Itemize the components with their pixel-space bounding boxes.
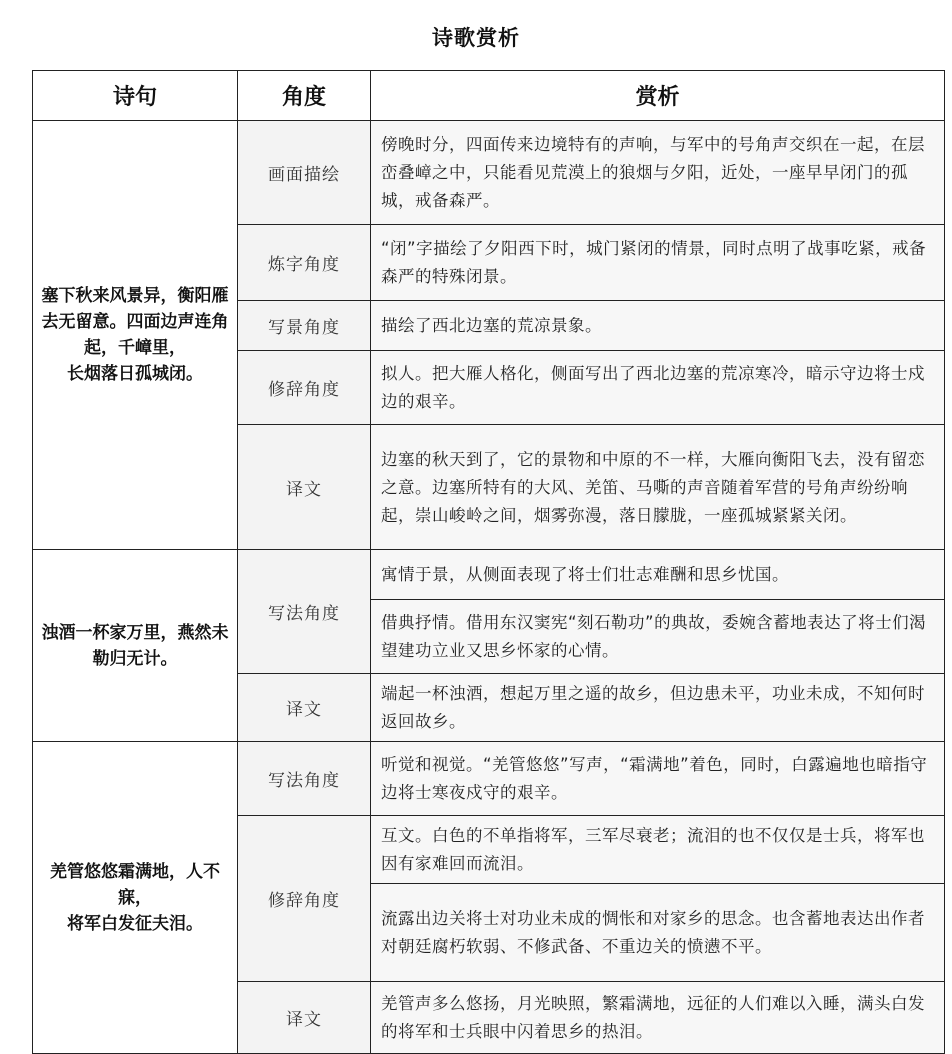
- angle-cell: 写景角度: [238, 301, 371, 351]
- poem-cell: [33, 742, 238, 1054]
- angle-cell: 画面描绘: [238, 121, 371, 225]
- angle-cell: 写法角度: [238, 742, 371, 816]
- table-row: [33, 550, 945, 600]
- analysis-cell: 寓情于景，从侧面表现了将士们壮志难酬和思乡忧国。: [371, 550, 945, 600]
- angle-cell: 译文: [238, 425, 371, 550]
- poem-cell: [33, 121, 238, 550]
- angle-cell: 修辞角度: [238, 351, 371, 425]
- poem-text: 塞下秋来风景异，衡阳雁去无留意。四面边声连角起，千嶂里， 长烟落日孤城闭。: [41, 286, 229, 384]
- analysis-cell: 边塞的秋天到了，它的景物和中原的不一样，大雁向衡阳飞去，没有留恋之意。边塞所特有的大风、羌笛、马嘶的声音随着军营的号角声纷纷响起，崇山峻岭之间，烟雾弥漫，落日朦胧，一座孤城紧紧关闭。: [371, 425, 945, 550]
- poem-cell: [33, 550, 238, 742]
- angle-cell: 炼字角度: [238, 225, 371, 301]
- analysis-cell: 傍晚时分，四面传来边境特有的声响，与军中的号角声交织在一起，在层峦叠嶂之中，只能看见荒漠上的狼烟与夕阳，近处，一座早早闭门的孤城，戒备森严。: [371, 121, 945, 225]
- table-row: [33, 742, 945, 816]
- analysis-cell: 描绘了西北边塞的荒凉景象。: [371, 301, 945, 351]
- header-poem: 诗句: [33, 71, 238, 121]
- analysis-cell: 端起一杯浊酒，想起万里之遥的故乡，但边患未平，功业未成，不知何时返回故乡。: [371, 674, 945, 742]
- angle-cell: 写法角度: [238, 550, 371, 674]
- analysis-cell: 互文。白色的不单指将军，三军尽衰老；流泪的也不仅仅是士兵，将军也因有家难回而流泪。: [371, 816, 945, 884]
- analysis-cell: “闭”字描绘了夕阳西下时，城门紧闭的情景，同时点明了战事吃紧，戒备森严的特殊闭景。: [371, 225, 945, 301]
- angle-cell: 译文: [238, 982, 371, 1054]
- page-title: 诗歌赏析: [432, 26, 520, 50]
- angle-cell: 修辞角度: [238, 816, 371, 982]
- header-analysis: 赏析: [371, 71, 945, 121]
- analysis-cell: 羌管声多么悠扬，月光映照，繁霜满地，远征的人们难以入睡，满头白发的将军和士兵眼中闪着思乡的热泪。: [371, 982, 945, 1054]
- analysis-table: [32, 70, 945, 1054]
- analysis-cell: 借典抒情。借用东汉窦宪“刻石勒功”的典故，委婉含蓄地表达了将士们渴望建功立业又思乡怀家的心情。: [371, 600, 945, 674]
- angle-cell: 译文: [238, 674, 371, 742]
- analysis-cell: 拟人。把大雁人格化，侧面写出了西北边塞的荒凉寒冷，暗示守边将士戍边的艰辛。: [371, 351, 945, 425]
- poem-text: 羌管悠悠霜满地，人不寐， 将军白发征夫泪。: [50, 861, 220, 934]
- analysis-cell: 流露出边关将士对功业未成的惆怅和对家乡的思念。也含蓄地表达出作者对朝廷腐朽软弱、不修武备、不重边关的愤懑不平。: [371, 884, 945, 982]
- table-header-row: [33, 71, 945, 121]
- header-angle: 角度: [238, 71, 371, 121]
- table-row: [33, 121, 945, 225]
- analysis-cell: 听觉和视觉。“羌管悠悠”写声，“霜满地”着色，同时，白露遍地也暗指守边将士寒夜戍守的艰辛。: [371, 742, 945, 816]
- poem-text: 浊酒一杯家万里，燕然未勒归无计。: [41, 622, 229, 669]
